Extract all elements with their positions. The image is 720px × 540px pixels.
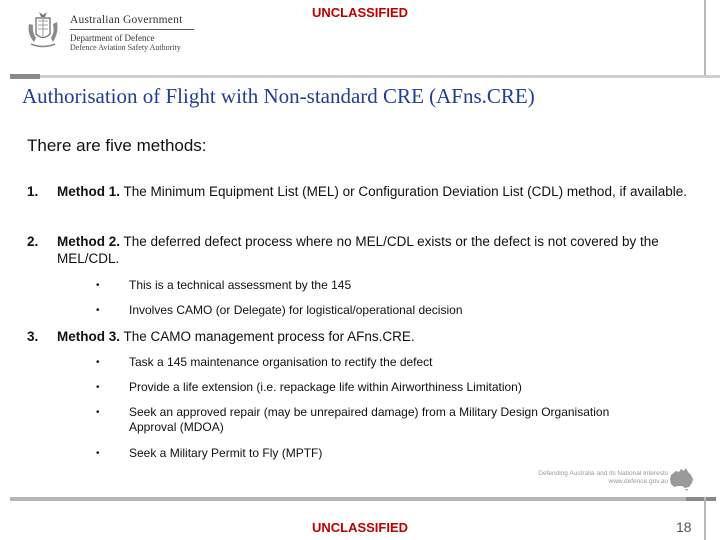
- sub-bullet: [96, 355, 656, 370]
- bullet-icon: •: [96, 280, 100, 291]
- australia-map-icon: [668, 466, 696, 492]
- bullet-icon: •: [96, 407, 100, 418]
- method-text: The Minimum Equipment List (MEL) or Configuration Deviation List (CDL) method, if available.: [120, 184, 687, 199]
- slide-title: Authorisation of Flight with Non-standard CRE (AFns.CRE): [22, 84, 535, 108]
- method-number: 1.: [27, 184, 39, 199]
- department-name: Department of Defence: [70, 33, 155, 43]
- bullet-icon: •: [96, 357, 100, 368]
- title-divider: [10, 74, 720, 79]
- sub-bullet: [96, 446, 656, 461]
- sub-bullet-text: Seek a Military Permit to Fly (MPTF): [129, 446, 323, 460]
- corner-accent-line: [704, 0, 706, 76]
- intro-text: There are five methods:: [27, 136, 207, 155]
- bullet-icon: •: [96, 382, 100, 393]
- method-lead: Method 3.: [57, 329, 120, 344]
- sub-bullet-text: Seek an approved repair (may be unrepaired damage) from a Military Design Organisation Approval (MDOA): [129, 405, 610, 434]
- page-number: 18: [676, 519, 692, 535]
- method-text: The CAMO management process for AFns.CRE.: [120, 329, 415, 344]
- sub-bullet-text: Involves CAMO (or Delegate) for logistical/operational decision: [129, 303, 463, 317]
- coat-of-arms-icon: [25, 10, 61, 52]
- sub-bullet: [96, 278, 656, 293]
- sub-bullet: [96, 303, 656, 318]
- method-item: [27, 233, 687, 267]
- tagline-text: Defending Australia and its National Interests: [538, 470, 668, 477]
- method-item: [27, 183, 687, 200]
- authority-name: Defence Aviation Safety Authority: [70, 43, 181, 52]
- header-divider: [70, 29, 194, 30]
- sub-bullet-text: This is a technical assessment by the 145: [129, 278, 352, 292]
- department-identity: [70, 14, 194, 52]
- method-lead: Method 1.: [57, 184, 120, 199]
- classification-banner-bottom: UNCLASSIFIED: [311, 520, 409, 535]
- method-lead: Method 2.: [57, 234, 120, 249]
- method-number: 3.: [27, 329, 39, 344]
- sub-bullet-text: Task a 145 maintenance organisation to rectify the defect: [129, 355, 433, 369]
- method-text: The deferred defect process where no MEL/CDL exists or the defect is not covered by the MEL/CDL.: [57, 234, 659, 266]
- method-number: 2.: [27, 234, 39, 249]
- bullet-icon: •: [96, 305, 100, 316]
- method-item: [27, 328, 687, 345]
- classification-banner-top: UNCLASSIFIED: [311, 5, 409, 20]
- sub-bullet-text: Provide a life extension (i.e. repackage life within Airworthiness Limitation): [129, 380, 522, 394]
- sub-bullet: [96, 405, 656, 435]
- footer-divider: [10, 497, 716, 501]
- government-name: Australian Government: [70, 14, 183, 26]
- bullet-icon: •: [96, 448, 100, 459]
- website-text: www.defence.gov.au: [608, 478, 668, 485]
- defence-tagline: [538, 470, 668, 485]
- sub-bullet: [96, 380, 656, 395]
